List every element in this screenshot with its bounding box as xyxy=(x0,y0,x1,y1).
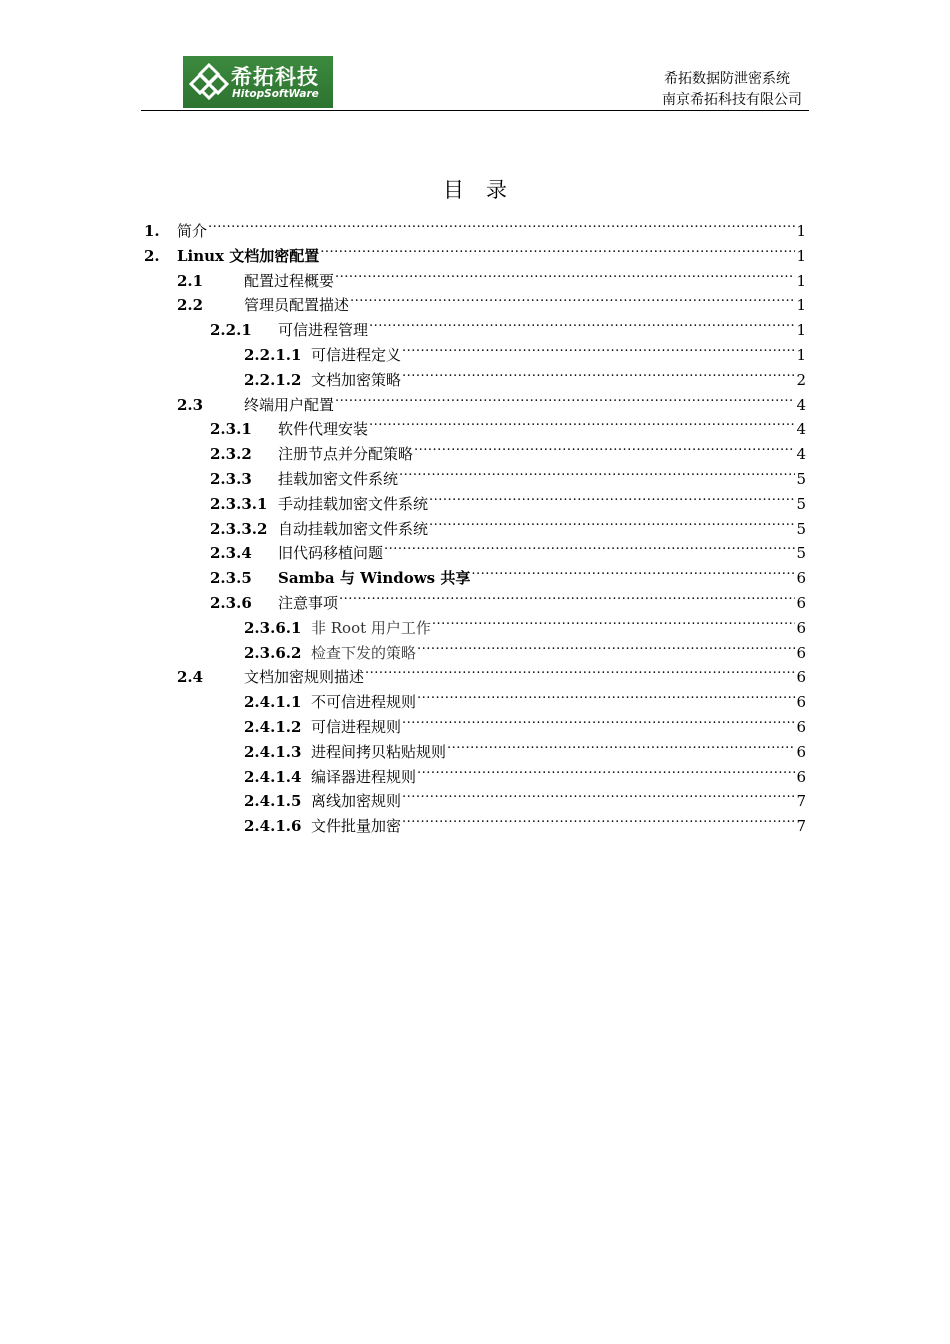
header-divider xyxy=(141,110,809,111)
toc-entry[interactable] xyxy=(210,311,806,340)
toc-entry-title: 手动挂载加密文件系统 xyxy=(278,494,429,513)
toc-entry-title: 不可信进程规则 xyxy=(311,693,417,712)
toc-entry[interactable] xyxy=(177,658,806,687)
toc-entry-page: 1 xyxy=(796,271,806,290)
toc-entry-title: 可信进程规则 xyxy=(311,718,402,736)
toc-entry[interactable] xyxy=(210,485,806,513)
logo-english-text: HitopSoftWare xyxy=(232,88,319,100)
toc-entry[interactable] xyxy=(210,559,806,588)
toc-entry-number: 2.1 xyxy=(177,271,204,290)
toc-entry-number: 2.3.1 xyxy=(210,420,252,439)
toc-entry[interactable] xyxy=(244,634,806,662)
toc-entry-page: 6 xyxy=(796,569,806,588)
toc-dot-leader xyxy=(369,311,795,335)
toc-entry-page: 5 xyxy=(796,544,806,563)
toc-entry-title: 管理员配置描述 xyxy=(244,296,350,315)
toc-entry-number: 2.3 xyxy=(177,395,204,414)
toc-entry-page: 2 xyxy=(796,370,806,389)
logo-chinese-text: 希拓科技 xyxy=(231,65,319,89)
toc-dot-leader xyxy=(402,336,795,360)
toc-entry-page: 1 xyxy=(796,346,806,364)
toc-dot-leader xyxy=(208,212,795,236)
toc-entry-page: 5 xyxy=(796,519,806,538)
toc-entry[interactable] xyxy=(177,286,806,315)
toc-dot-leader xyxy=(339,584,795,608)
toc-dot-leader xyxy=(432,609,796,633)
toc-entry-number: 2. xyxy=(144,246,160,265)
toc-entry-number: 2.4.1.5 xyxy=(244,792,302,811)
toc-dot-leader xyxy=(414,435,795,459)
toc-heading: 目录 xyxy=(443,178,529,202)
toc-entry[interactable] xyxy=(177,386,806,414)
toc-entry[interactable] xyxy=(244,683,806,712)
toc-entry-title: 配置过程概要 xyxy=(244,271,335,290)
toc-entry-title: 软件代理安装 xyxy=(278,420,369,439)
toc-entry-number: 1. xyxy=(144,222,160,240)
toc-entry-title: 可信进程定义 xyxy=(311,346,402,364)
toc-dot-leader xyxy=(417,683,795,707)
toc-entry-page: 1 xyxy=(796,246,806,265)
toc-entry[interactable] xyxy=(210,584,806,612)
toc-dot-leader xyxy=(365,658,795,682)
toc-entry-number: 2.4.1.6 xyxy=(244,817,302,836)
toc-entry-title: 进程间拷贝粘贴规则 xyxy=(311,742,447,761)
toc-entry-number: 2.3.2 xyxy=(210,445,252,464)
toc-entry-number: 2.4.1.2 xyxy=(244,718,302,736)
toc-entry-number: 2.3.3.2 xyxy=(210,519,268,538)
toc-entry-title: 自动挂载加密文件系统 xyxy=(278,519,429,538)
logo-mark-icon xyxy=(189,62,229,102)
toc-dot-leader xyxy=(320,237,795,261)
toc-entry[interactable] xyxy=(244,609,806,637)
toc-entry-number: 2.2.1 xyxy=(210,321,252,340)
toc-dot-leader xyxy=(350,286,795,310)
toc-entry[interactable] xyxy=(244,807,806,836)
toc-entry-number: 2.3.6.2 xyxy=(244,643,302,662)
toc-dot-leader xyxy=(402,361,795,385)
toc-entry-number: 2.4.1.1 xyxy=(244,693,302,712)
toc-dot-leader xyxy=(471,559,795,583)
toc-entry-page: 1 xyxy=(796,296,806,315)
toc-entry-title: Linux 文档加密配置 xyxy=(177,246,320,265)
toc-entry-title: 旧代码移植问题 xyxy=(278,544,384,563)
toc-entry-title: 文件批量加密 xyxy=(311,817,402,836)
toc-dot-leader xyxy=(399,460,795,484)
toc-entry-title: 检查下发的策略 xyxy=(311,643,417,662)
toc-entry-page: 4 xyxy=(796,445,806,464)
toc-entry[interactable] xyxy=(210,534,806,563)
toc-entry-title: 挂载加密文件系统 xyxy=(278,470,399,488)
toc-entry-page: 4 xyxy=(796,395,806,414)
toc-entry-number: 2.3.3 xyxy=(210,470,252,488)
toc-dot-leader xyxy=(402,708,795,732)
toc-entry-page: 6 xyxy=(796,718,806,736)
toc-entry-title: 文档加密规则描述 xyxy=(244,668,365,687)
toc-entry-title: 简介 xyxy=(177,222,208,240)
toc-entry[interactable] xyxy=(244,782,806,811)
toc-dot-leader xyxy=(417,634,795,658)
toc-entry[interactable] xyxy=(244,733,806,761)
toc-entry-page: 6 xyxy=(796,742,806,761)
toc-entry-number: 2.2.1.1 xyxy=(244,346,302,364)
toc-entry-title: 可信进程管理 xyxy=(278,321,369,340)
toc-entry-page: 1 xyxy=(796,321,806,340)
toc-entry-number: 2.4.1.3 xyxy=(244,742,302,761)
toc-entry-page: 6 xyxy=(796,594,806,612)
toc-dot-leader xyxy=(335,386,795,410)
toc-entry-number: 2.3.6.1 xyxy=(244,618,302,637)
toc-entry-page: 6 xyxy=(796,767,806,786)
toc-entry-title: 编译器进程规则 xyxy=(311,767,417,786)
toc-entry-page: 1 xyxy=(796,222,806,240)
toc-entry[interactable] xyxy=(210,510,806,538)
toc-entry[interactable] xyxy=(244,336,806,364)
company-logo xyxy=(183,56,333,108)
toc-entry[interactable] xyxy=(244,361,806,389)
toc-entry-page: 7 xyxy=(796,817,806,836)
toc-dot-leader xyxy=(402,782,795,806)
toc-entry-page: 6 xyxy=(796,693,806,712)
toc-entry-page: 6 xyxy=(796,668,806,687)
toc-entry-number: 2.3.3.1 xyxy=(210,494,268,513)
toc-dot-leader xyxy=(335,262,795,286)
toc-entry[interactable] xyxy=(244,708,806,736)
toc-dot-leader xyxy=(402,807,795,831)
toc-dot-leader xyxy=(369,410,795,434)
toc-dot-leader xyxy=(429,510,795,534)
toc-dot-leader xyxy=(417,758,795,782)
toc-entry-number: 2.3.5 xyxy=(210,569,252,588)
toc-entry-title: 注册节点并分配策略 xyxy=(278,445,414,464)
toc-entry[interactable] xyxy=(210,435,806,464)
toc-dot-leader xyxy=(384,534,795,558)
toc-entry-title: 注意事项 xyxy=(278,594,339,612)
toc-entry[interactable] xyxy=(210,410,806,439)
header-product-name: 希拓数据防泄密系统 xyxy=(664,71,790,87)
toc-dot-leader xyxy=(429,485,795,509)
toc-entry[interactable] xyxy=(210,460,806,488)
toc-entry[interactable] xyxy=(144,212,806,240)
toc-entry-page: 7 xyxy=(796,792,806,811)
header-company-name: 南京希拓科技有限公司 xyxy=(662,92,802,108)
toc-entry-title: 文档加密策略 xyxy=(311,370,402,389)
toc-entry-number: 2.4 xyxy=(177,668,204,687)
toc-entry-number: 2.3.6 xyxy=(210,594,252,612)
toc-entry-page: 4 xyxy=(796,420,806,439)
toc-entry-title: Samba 与 Windows 共享 xyxy=(278,569,471,588)
toc-entry-title: 非 Root 用户工作 xyxy=(311,618,431,637)
toc-entry-page: 5 xyxy=(796,494,806,513)
toc-entry-number: 2.2 xyxy=(177,296,204,315)
toc-entry-page: 6 xyxy=(796,643,806,662)
toc-entry-title: 终端用户配置 xyxy=(244,395,335,414)
toc-entry-number: 2.3.4 xyxy=(210,544,252,563)
toc-entry-page: 5 xyxy=(796,470,806,488)
toc-entry[interactable] xyxy=(244,758,806,786)
toc-entry-title: 离线加密规则 xyxy=(311,792,402,811)
toc-entry-number: 2.4.1.4 xyxy=(244,767,302,786)
toc-entry-page: 6 xyxy=(796,618,806,637)
toc-entry[interactable] xyxy=(144,237,806,265)
toc-dot-leader xyxy=(447,733,795,757)
toc-entry-number: 2.2.1.2 xyxy=(244,370,302,389)
toc-entry[interactable] xyxy=(177,262,806,290)
